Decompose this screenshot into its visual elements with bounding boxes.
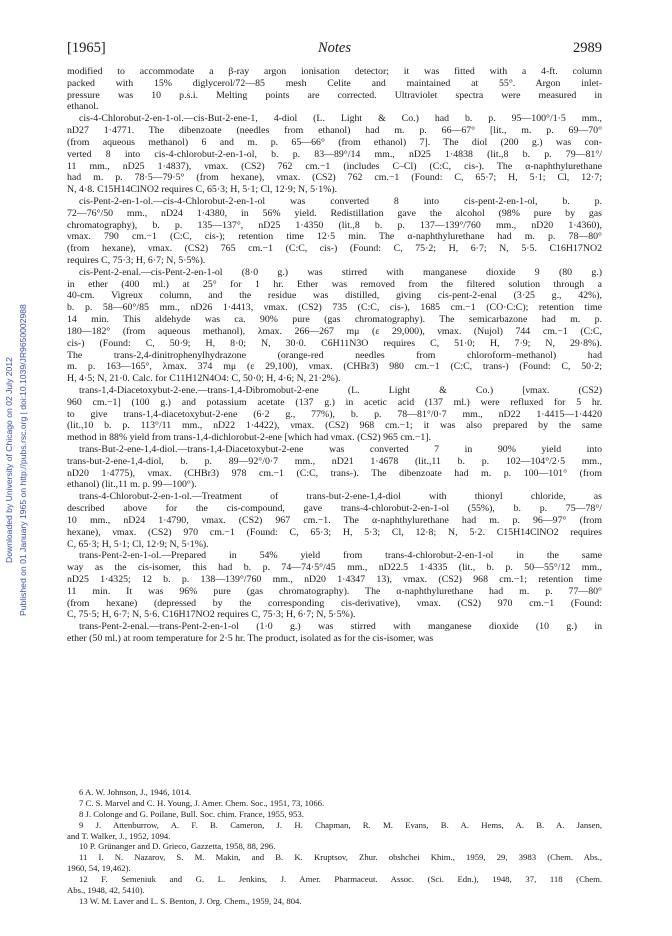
text-line: 10 mm., nD24 1·4790, νmax. (CS2) 967 cm.−1. The α-naphthylurethane had m. p. 96—97° (from [67,514,602,526]
download-notice: Downloaded by University of Chicago on 02 July 2012 [4,357,14,563]
reference-line: 1960, 54, 19,462). [67,863,131,874]
reference-line: and T. Walker, J., 1952, 1094. [67,830,171,841]
text-line: modified to accommodate a β-ray argon ionisation detector; it was fitted with a 4-ft. column [67,66,602,77]
reference-line: 12 F. Semeniuk and G. L. Jenkins, J. Amer. Pharmaceut. Assoc. (Sci. Edn.), 1948, 37, 118 (Chem. [79,874,602,885]
text-line: b. p. 58—60°/85 mm., nD26 1·4413, νmax. (CS2) 735 (C:C, cis-), 1685 cm.−1 (CO·C:C); retention time [67,302,602,314]
running-header [67,40,602,58]
text-line: trans-1,4-Diacetoxybut-2-ene.—trans-1,4-Dibromobut-2-ene (L. Light & Co.) [νmax. (CS2) [79,384,602,396]
text-line: cis-) (Found: C, 50·9; H, 8·0; N, 30·0. C6H11N3O requires C, 51·0; H, 7·9; N, 29·8%). [67,337,602,349]
reference-line: 11 I. N. Nazarov, S. M. Makin, and B. K. Kruptsov, Zhur. obshchei Khim., 1959, 29, 3983 (Chem. Abs., [79,852,602,863]
text-line: pressure was 10 p.s.i. Melting points are corrected. Ultraviolet spectra were measured in [67,89,602,101]
text-line: 180—182° (from aqueous methanol), λmax. 266—267 mμ (ε 29,000), νmax. (Nujol) 744 cm.−1 (C:C, [67,325,602,337]
text-line: 14 min. This aldehyde was ca. 90% pure (gas chromatography). The semicarbazone had m. p. [67,314,602,326]
text-line: (from hexane) (depressed by the corresponding cis-derivative), νmax. (CS2) 970 cm.−1 (Found: [67,597,602,609]
reference-line: 8 J. Colonge and G. Poilane, Bull. Soc. chim. France, 1955, 953. [79,808,304,819]
text-line: cis-4-Chlorobut-2-en-1-ol.—cis-But-2-ene-1, 4-diol (L. Light & Co.) had b. p. 95—100°/1·5 mm., [79,113,602,125]
text-line: 11 mm., nD25 1·4837), νmax. (CS2) 762 cm.−1 (includes C–Cl) (C:C, cis-). The α-naphthylurethane [67,160,602,172]
text-line: (from hexane), νmax. (CS2) 765 cm.−1 (C:C, cis-) (Found: C, 75·2; H, 6·7; N, 5·5. C16H17NO2 [67,243,602,255]
reference-line: 10 P. Grünanger and D. Grieco, Gazzetta, 1958, 88, 296. [79,841,276,852]
header-year: [1965] [67,40,106,56]
text-line: trans-But-2-ene-1,4-diol.—trans-1,4-Diacetoxybut-2-ene was converted 7 in 90% yield into [79,444,602,455]
text-line: requires C, 75·3; H, 6·7; N, 5·5%). [67,255,206,266]
publication-doi-link[interactable]: Published on 01 January 1965 on http://pubs.rsc.org | doi:10.1039/JR9650002988 [18,304,28,616]
reference-line: Abs., 1948, 42, 5410). [67,885,145,896]
header-page-number: 2989 [573,40,602,56]
text-line: 72—76°/50 mm., nD24 1·4380, in 56% yield. Redistillation gave the alcohol (98% pure by gas [67,207,602,219]
header-section: Notes [317,40,352,56]
footnote-references [67,787,602,907]
text-line: trans-4-Chlorobut-2-en-1-ol.—Treatment of trans-but-2-ene-1,4-diol with thionyl chloride, as [79,491,602,503]
text-line: (lit.,10 b. p. 113°/11 mm., nD22 1·4422), νmax. (CS2) 968 cm.−1; it was also prepared by the same [67,420,602,432]
text-line: way as the cis-isomer, this had b. p. 74—74·5°/45 mm., nD22.5 1·4335 (lit., b. p. 50—55°/12 mm., [67,562,602,574]
text-line: C, 75·5; H, 6·7; N, 5·6. C16H17NO2 requires C, 75·3; H, 6·7; N, 5·5%). [67,609,356,621]
text-line: method in 88% yield from trans-1,4-dichlorobut-2-ene [which had νmax. (CS2) 965 cm.−1]. [67,432,432,444]
download-notice-sidebar [0,230,34,690]
text-line: nD25 1·4325; 12 b. p. 138—139°/760 mm., nD20 1·4347 13), νmax. (CS2) 968 cm.−1; retention time [67,573,602,585]
text-line: 960 cm.−1] (100 g.) and potassium acetate (137 g.) in acetic acid (137 ml.) were refluxed for 5 hr. [67,396,602,408]
body-text [67,66,602,645]
text-line: had m. p. 78·5—79·5° (from hexane), νmax. (CS2) 762 cm.−1 (Found: C, 65·7; H, 5·1; Cl, 12·7; [67,172,602,184]
text-line: νmax. 790 cm.−1 (C:C, cis-); retention time 12·5 min. The α-naphthylurethane had m. p. 78—80° [67,231,602,243]
text-line: ethanol. [67,101,99,113]
text-line: verted 8 into cis-4-chlorobut-2-en-1-ol, b. p. 83—89°/14 mm., nD25 1·4838 (lit.,8 b. p. 79—81°/ [67,148,602,160]
text-line: described above for the cis-compound, gave trans-4-chlorobut-2-en-1-ol (55%), b. p. 75—78°/ [67,503,602,515]
text-line: cis-Pent-2-en-1-ol.—cis-4-Chlorobut-2-en-1-ol was converted 8 into cis-pent-2-en-1-ol, b. p. [79,195,602,207]
text-line: 11 min. It was 96% pure (gas chromatography). The α-naphthylurethane had m. p. 77—80° [67,585,602,597]
reference-line: 13 W. M. Laver and L. S. Benton, J. Org. Chem., 1959, 24, 804. [79,895,302,906]
text-line: The trans-2,4-dinitrophenylhydrazone (orange-red needles from chloroform–methanol) had [67,349,602,361]
text-line: (from aqueous methanol) 6 and m. p. 65—66° (from ethanol) 7]. The diol (200 g.) was con- [67,136,602,148]
text-line: to give trans-1,4-diacetoxybut-2-ene (6·2 g., 77%), b. p. 78—81°/0·7 mm., nD22 1·4415—1·4420 [67,408,602,420]
text-line: ethanol) (lit.,11 m. p. 99—100°). [67,479,197,491]
text-line: trans-Pent-2-en-1-ol.—Prepared in 54% yield from trans-4-chlorobut-2-en-1-ol in the same [79,550,602,562]
text-line: H, 4·5; N, 21·0. Calc. for C11H12N4O4: C, 50·0; H, 4·6; N, 21·2%). [67,373,341,385]
reference-line: 9 J. Attenburrow, A. F. B. Cameron, J. H. Chapman, R. M. Evans, B. A. Hems, A. B. A. Jansen, [79,819,602,830]
reference-line: 6 A. W. Johnson, J., 1946, 1014. [79,787,192,797]
text-line: in ether (400 ml.) at 25° for 1 hr. Ether was removed from the filtered solution through a [67,278,602,290]
text-line: hexane), νmax. (CS2) 970 cm.−1 (Found: C, 65·3; H, 5·3; Cl, 12·8; N, 5·2. C15H14ClNO2 requires [67,526,602,538]
text-line: 40-cm. Vigreux column, and the residue was distilled, giving cis-pent-2-enal (3·25 g., 42%), [67,290,602,302]
text-line: trans-but-2-ene-1,4-diol, b. p. 89—92°/0·7 mm., nD21 1·4678 (lit.,11 b. p. 102—104°/2·5 mm., [67,455,602,467]
text-line: packed with 15% diglycerol/72—85 mesh Celite and maintained at 55°. Argon inlet- [67,77,602,89]
text-line: m. p. 163—165°, λmax. 374 mμ (ε 29,100), νmax. (CHBr3) 980 cm.−1 (C:C, trans-) (Found: C, 50·2; [67,361,602,373]
text-line: ether (50 ml.) at room temperature for 2·5 hr. The product, isolated as for the cis-isomer, was [67,633,434,644]
text-line: nD27 1·4771. The dibenzoate (needles from ethanol) had m. p. 66—67° [lit., m. p. 69—70° [67,125,602,137]
text-line: cis-Pent-2-enal.—cis-Pent-2-en-1-ol (8·0 g.) was stirred with manganese dioxide 9 (80 g.) [79,266,602,278]
text-line: trans-Pent-2-enal.—trans-Pent-2-en-1-ol (1·0 g.) was stirred with manganese dioxide (10 g.) in [79,621,602,633]
text-line: C, 65·3; H, 5·1; Cl, 12·9; N, 5·1%). [67,538,209,550]
text-line: chromatography), b. p. 135—137°, nD25 1·4350 (lit.,8 b. p. 137—139°/760 mm., nD20 1·4360), [67,219,602,231]
reference-line: 7 C. S. Marvel and C. H. Young, J. Amer. Chem. Soc., 1951, 73, 1066. [79,797,325,808]
text-line: N, 4·8. C15H14ClNO2 requires C, 65·3; H, 5·1; Cl, 12·9; N, 5·1%). [67,184,338,196]
text-line: nD20 1·4775), νmax. (CHBr3) 978 cm.−1 (C:C, trans-). The dibenzoate had m. p. 100—101° (from [67,467,602,479]
